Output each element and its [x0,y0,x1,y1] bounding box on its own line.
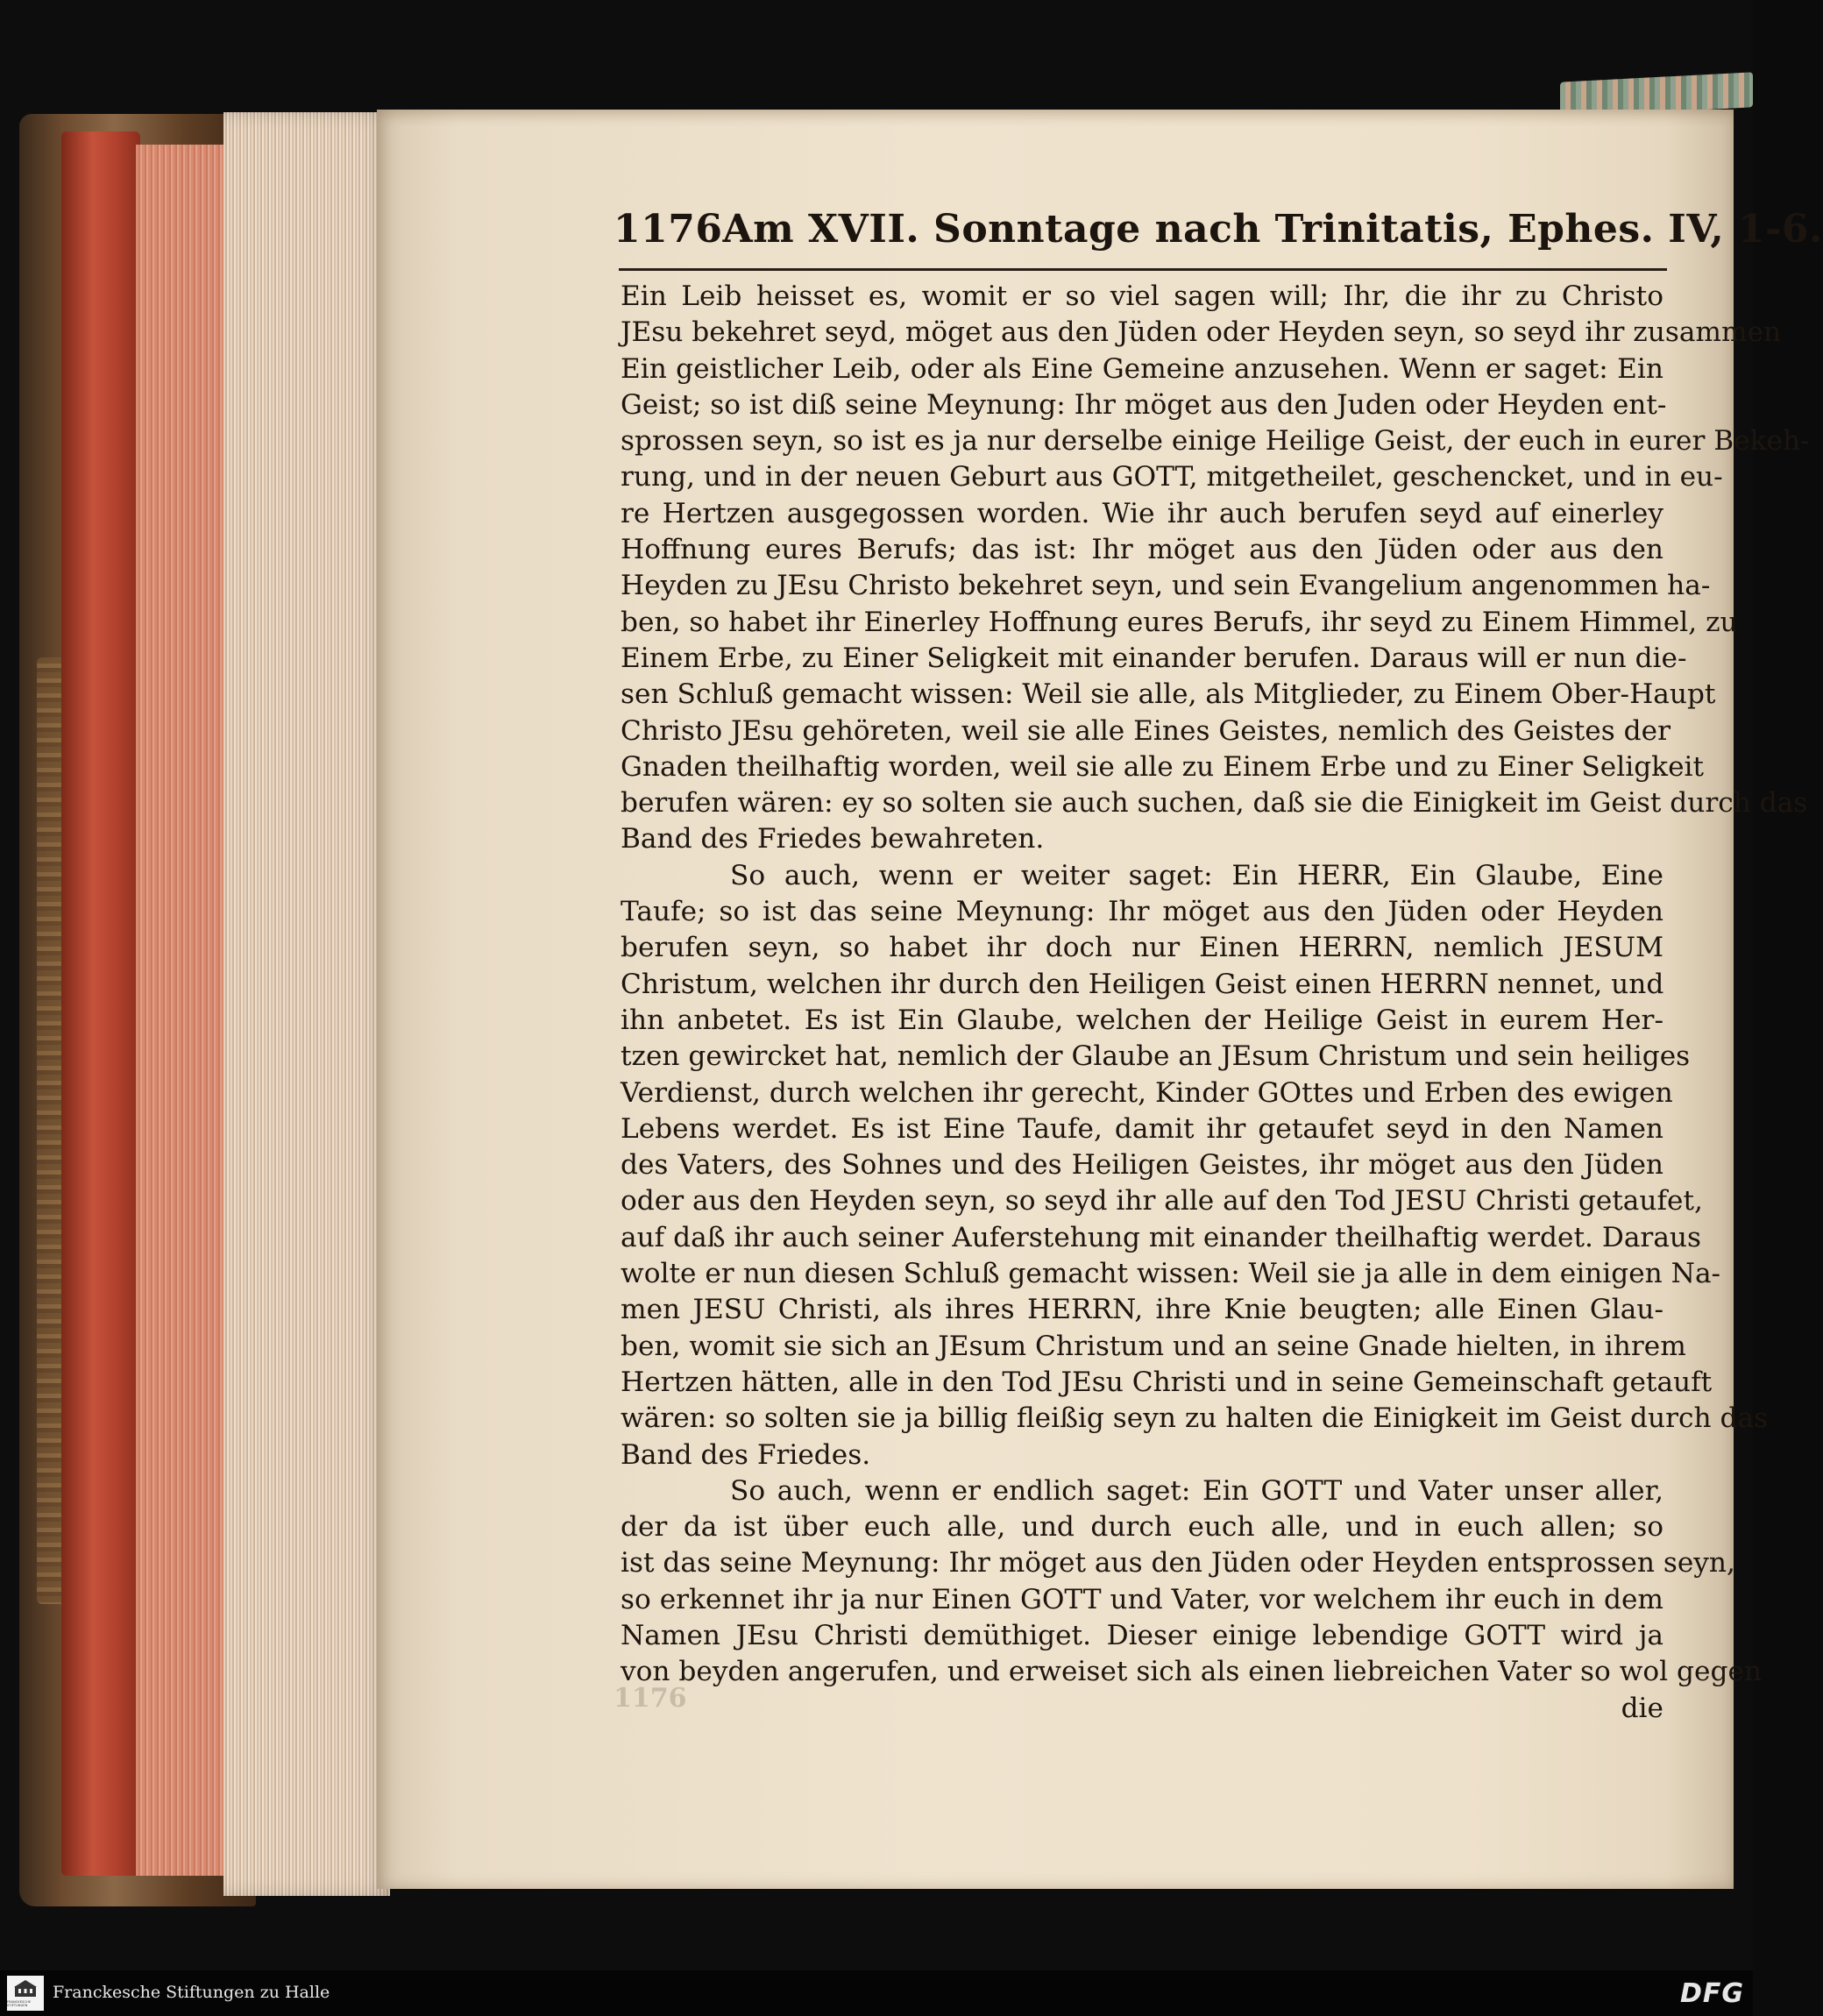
text-line: ist das seine Meynung: Ihr möget aus den Jüden oder Heyden entsprossen seyn, [621,1547,1735,1579]
text-line: Ein geistlicher Leib, oder als Eine Gemeine anzusehen. Wenn er saget: Ein [621,352,1663,385]
body-text [621,279,1810,1727]
text-line: Taufe; so ist das seine Meynung: Ihr möget aus den Jüden oder Heyden [621,896,1663,928]
page-number: 1176 [614,207,723,252]
text-line: Gnaden theilhaftig worden, weil sie alle zu Einem Erbe und zu Einer Seligkeit [621,750,1705,783]
text-line: Christum, welchen ihr durch den Heiligen Geist einen HERRN nennet, und [621,968,1664,1000]
text-line: ihn anbetet. Es ist Ein Glaube, welchen der Heilige Geist in eurem Her- [621,1004,1663,1036]
text-line: wolte er nun diesen Schluß gemacht wissen: Weil sie ja alle in dem einigen Na- [621,1258,1721,1290]
viewer-footer [0,1970,1753,2016]
text-line: rung, und in der neuen Geburt aus GOTT, mitgetheilet, geschencket, und in eu- [621,461,1723,493]
header-rule [619,268,1667,271]
red-page-edge-inner [136,145,223,1876]
page-stack-edges [223,112,390,1896]
text-line: oder aus den Heyden seyn, so seyd ihr alle auf den Tod JESU Christi getaufet, [621,1185,1703,1217]
text-line: Band des Friedes. [621,1438,871,1471]
logo-text: FRANCKESCHE STIFTUNGEN [7,2000,32,2007]
text-line: von beyden angerufen, und erweiset sich als einen liebreichen Vater so wol gegen [621,1656,1762,1688]
text-line: auf daß ihr auch seiner Auferstehung mit einander theilhaftig werdet. Daraus [621,1221,1702,1253]
running-title: Am XVII. Sonntage nach Trinitatis, Ephes. IV, 1-6. [722,207,1823,252]
dfg-logo: DFG [1679,1978,1744,2009]
text-line: Lebens werdet. Es ist Eine Taufe, damit ihr getaufet seyd in den Namen [621,1112,1663,1145]
text-line: Namen JEsu Christi demüthiget. Dieser einige lebendige GOTT wird ja [621,1619,1663,1651]
text-line: Ein Leib heisset es, womit er so viel sagen will; Ihr, die ihr zu Christo [621,280,1663,312]
text-line: men JESU Christi, als ihres HERRN, ihre Knie beugten; alle Einen Glau- [621,1294,1663,1326]
running-head [614,207,1823,252]
text-line: wären: so solten sie ja billig fleißig seyn zu halten die Einigkeit im Geist durch das [621,1402,1769,1435]
text-line: Christo JEsu gehöreten, weil sie alle Eines Geistes, nemlich des Geistes der [621,714,1670,747]
text-line: ben, so habet ihr Einerley Hoffnung eures Berufs, ihr seyd zu Einem Himmel, zu [621,606,1738,638]
building-icon [13,1979,38,1998]
text-line: Hertzen hätten, alle in den Tod JEsu Christi und in seine Gemeinschaft getauft [621,1366,1713,1398]
institution-name: Franckesche Stiftungen zu Halle [53,1983,330,2002]
text-line: Hoffnung eures Berufs; das ist: Ihr möget aus den Jüden oder aus den [621,534,1663,566]
text-line: ben, womit sie sich an JEsum Christum und an seine Gnade hielten, in ihrem [621,1330,1686,1362]
text-line: So auch, wenn er endlich saget: Ein GOTT und Vater unser aller, [730,1474,1663,1507]
text-line: So auch, wenn er weiter saget: Ein HERR, Ein Glaube, Eine [730,859,1663,891]
text-line: JEsu bekehret seyd, möget aus den Jüden oder Heyden seyn, so seyd ihr zusammen [621,316,1782,349]
text-line: tzen gewircket hat, nemlich der Glaube an JEsum Christum und sein heiliges [621,1040,1691,1073]
text-line: der da ist über euch alle, und durch euch alle, und in euch allen; so [621,1511,1663,1544]
text-line: Verdienst, durch welchen ihr gerecht, Kinder GOttes und Erben des ewigen [621,1076,1673,1109]
text-line: re Hertzen ausgegossen worden. Wie ihr auch berufen seyd auf einerley [621,497,1663,529]
text-line: Band des Friedes bewahreten. [621,823,1045,855]
catchword: die [1621,1692,1663,1724]
show-through-text: 1176 [614,1683,687,1714]
red-page-edge [61,131,140,1876]
text-line: berufen seyn, so habet ihr doch nur Einen HERRN, nemlich JESUM [621,932,1663,964]
text-line: sprossen seyn, so ist es ja nur derselbe einige Heilige Geist, der euch in eurer Bekeh- [621,425,1810,458]
text-line: Einem Erbe, zu Einer Seligkeit mit einander berufen. Daraus will er nun die- [621,642,1687,674]
institution-logo [7,1976,44,2011]
text-line: Heyden zu JEsu Christo bekehret seyn, und sein Evangelium angenommen ha- [621,570,1711,602]
text-line: sen Schluß gemacht wissen: Weil sie alle, als Mitglieder, zu Einem Ober-Haupt [621,678,1716,711]
text-line: so erkennet ihr ja nur Einen GOTT und Vater, vor welchem ihr euch in dem [621,1583,1663,1615]
text-line: des Vaters, des Sohnes und des Heiligen Geistes, ihr möget aus den Jüden [621,1149,1663,1182]
text-line: berufen wären: ey so solten sie auch suchen, daß sie die Einigkeit im Geist durch das [621,787,1808,820]
text-line: Geist; so ist diß seine Meynung: Ihr möget aus den Juden oder Heyden ent- [621,388,1667,421]
